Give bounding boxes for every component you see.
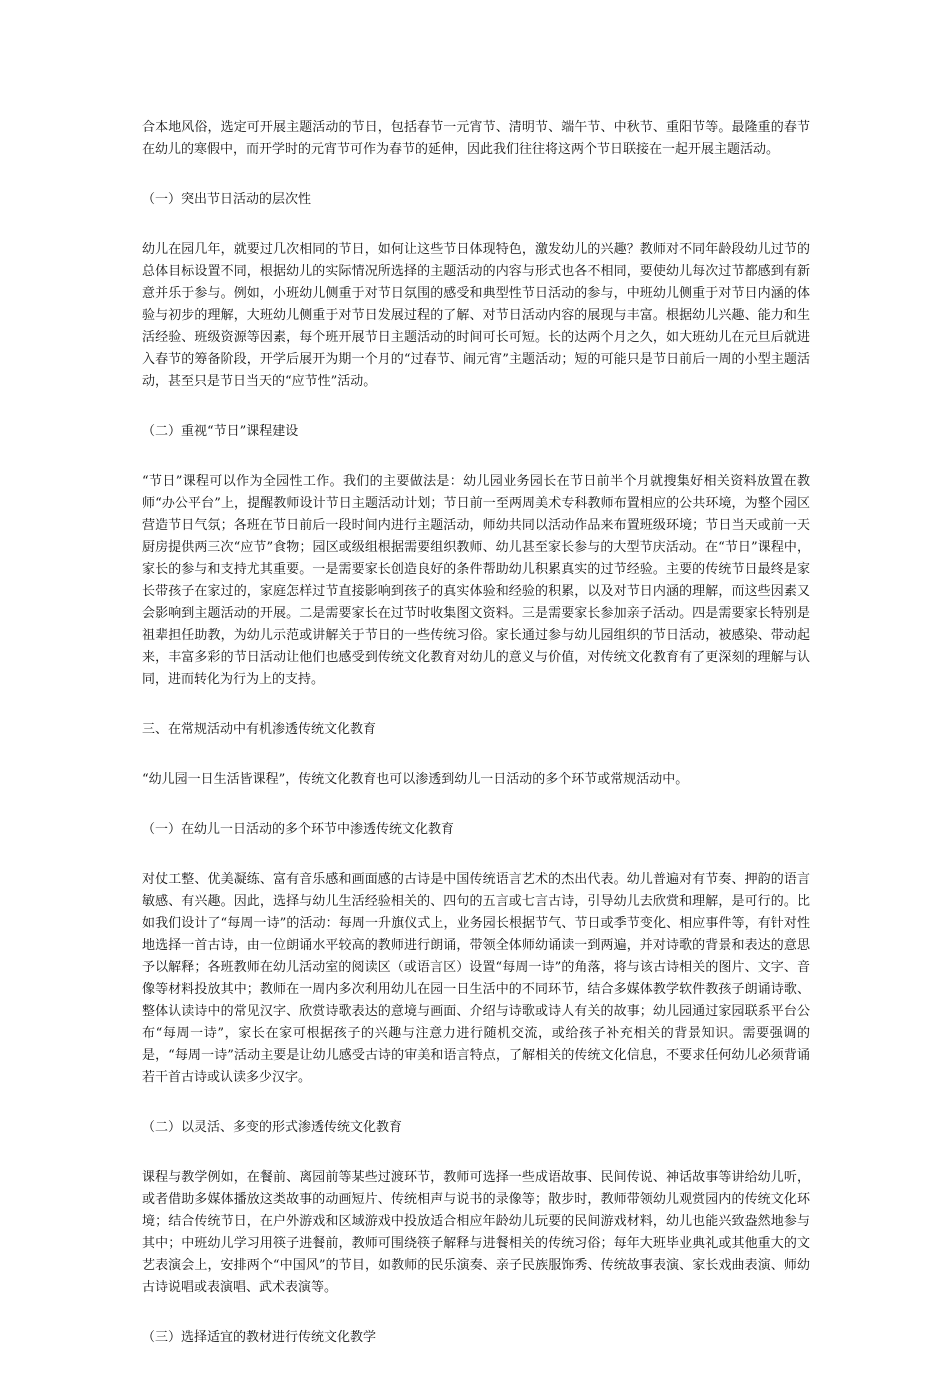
paragraph-routine-intro: “幼儿园一日生活皆课程”，传统文化教育也可以渗透到幼儿一日活动的多个环节或常规活动中。 bbox=[142, 772, 689, 787]
paragraph-festival-curriculum: “节日”课程可以作为全园性工作。我们的主要做法是：幼儿园业务园长在节日前半个月就搜集好相关资料放置在教师“办公平台”上，提醒教师设计节日主题活动计划；节日前一至两周美术专科教师布置相应的公共环境，为整个园区营造节日气氛；各班在节日前后一段时间内进行主题活动，师幼共同以活动作品来布置班级环境；节日当天或前一天厨房提供两三次“应节”食物；园区或级组根据需要组织教师、幼儿甚至家长参与的大型节庆活动。在“节日”课程中，家长的参与和支持尤其重要。一是需要家长创造良好的条件帮助幼儿积累真实的过节经验。主要的传统节日最终是家长带孩子在家过的，家庭怎样过节直接影响到孩子的真实体验和经验的积累，以及对节日内涵的理解，而这些因素又会影响到主题活动的开展。二是需要家长在过节时收集图文资料。三是需要家长参加亲子活动。四是需要家长特别是祖辈担任助教，为幼儿示范或讲解关于节日的一些传统习俗。家长通过参与幼儿园组织的节日活动，被感染、带动起来，丰富多彩的节日活动让他们也感受到传统文化教育对幼儿的意义与价值，对传统文化教育有了更深刻的理解与认同，进而转化为行为上的支持。 bbox=[142, 474, 810, 687]
heading-flexible-forms: （二）以灵活、多变的形式渗透传统文化教育 bbox=[142, 1120, 403, 1135]
paragraph-flexible-forms: 课程与教学例如，在餐前、离园前等某些过渡环节，教师可选择一些成语故事、民间传说、神话故事等讲给幼儿听，或者借助多媒体播放这类故事的动画短片、传统相声与说书的录像等；散步时，教师带领幼儿观赏园内的传统文化环境；结合传统节日，在户外游戏和区域游戏中投放适合相应年龄幼儿玩要的民间游戏材料，幼儿也能兴致盎然地参与其中；中班幼儿学习用筷子进餐前，教师可围绕筷子解释与进餐相关的传统习俗；每年大班毕业典礼或其他重大的文艺表演会上，安排两个“中国风”的节目，如教师的民乐演奏、亲子民族服饰秀、传统故事表演、家长戏曲表演、师幼古诗说唱或表演唱、武术表演等。 bbox=[142, 1170, 810, 1295]
heading-teaching-materials: （三）选择适宜的教材进行传统文化教学 bbox=[142, 1330, 377, 1345]
paragraph-weekly-poem: 对仗工整、优美凝练、富有音乐感和画面感的古诗是中国传统语言艺术的杰出代表。幼儿普遍对有节奏、押韵的语言敏感、有兴趣。因此，选择与幼儿生活经验相关的、四句的五言或七言古诗，引导幼儿去欣赏和理解，是可行的。比如我们设计了“每周一诗”的活动：每周一升旗仪式上，业务园长根据节气、节日或季节变化、相应事件等，有针对性地选择一首古诗，由一位朗诵水平较高的教师进行朗诵，带领全体师幼诵读一到两遍，并对诗歌的背景和表达的意思予以解释；各班教师在幼儿活动室的阅读区（或语言区）设置“每周一诗”的角落，将与该古诗相关的图片、文字、音像等材料投放其中；教师在一周内多次利用幼儿在园一日生活中的不同环节，结合多媒体教学软件教孩子朗诵诗歌、整体认读诗中的常见汉字、欣赏诗歌表达的意境与画面、介绍与诗歌或诗人有关的故事；幼儿园通过家园联系平台公布“每周一诗”，家长在家可根据孩子的兴趣与注意力进行随机交流，或给孩子补充相关的背景知识。需要强调的是，“每周一诗”活动主要是让幼儿感受古诗的审美和语言特点，了解相关的传统文化信息，不要求任何幼儿必须背诵若干首古诗或认读多少汉字。 bbox=[142, 872, 810, 1085]
heading-festival-curriculum: （二）重视“节日”课程建设 bbox=[142, 424, 299, 439]
heading-daily-links: （一）在幼儿一日活动的多个环节中渗透传统文化教育 bbox=[142, 822, 455, 837]
heading-routine-activities: 三、在常规活动中有机渗透传统文化教育 bbox=[142, 722, 377, 737]
paragraph-festival-selection: 合本地风俗，选定可开展主题活动的节日，包括春节一元宵节、清明节、端午节、中秋节、重阳节等。最隆重的春节在幼儿的寒假中，而开学时的元宵节可作为春节的延伸，因此我们往往将这两个节日联接在一起开展主题活动。 bbox=[142, 120, 810, 157]
document-page bbox=[142, 117, 810, 1377]
heading-festival-levels: （一）突出节日活动的层次性 bbox=[142, 192, 312, 207]
paragraph-festival-levels: 幼儿在园几年，就要过几次相同的节日，如何让这些节日体现特色，激发幼儿的兴趣？教师对不同年龄段幼儿过节的总体目标设置不同，根据幼儿的实际情况所选择的主题活动的内容与形式也各不相同，要使幼儿每次过节都感到有新意并乐于参与。例如，小班幼儿侧重于对节日氛围的感受和典型性节日活动的参与，中班幼儿侧重于对节日内涵的体验与初步的理解，大班幼儿侧重于对节日发展过程的了解、对节日活动内容的展现与丰富。根据幼儿兴趣、能力和生活经验、班级资源等因素，每个班开展节日主题活动的时间可长可短。长的达两个月之久，如大班幼儿在元旦后就进入春节的筹备阶段，开学后展开为期一个月的“过春节、闹元宵”主题活动；短的可能只是节日前后一周的小型主题活动，甚至只是节日当天的“应节性”活动。 bbox=[142, 242, 810, 389]
